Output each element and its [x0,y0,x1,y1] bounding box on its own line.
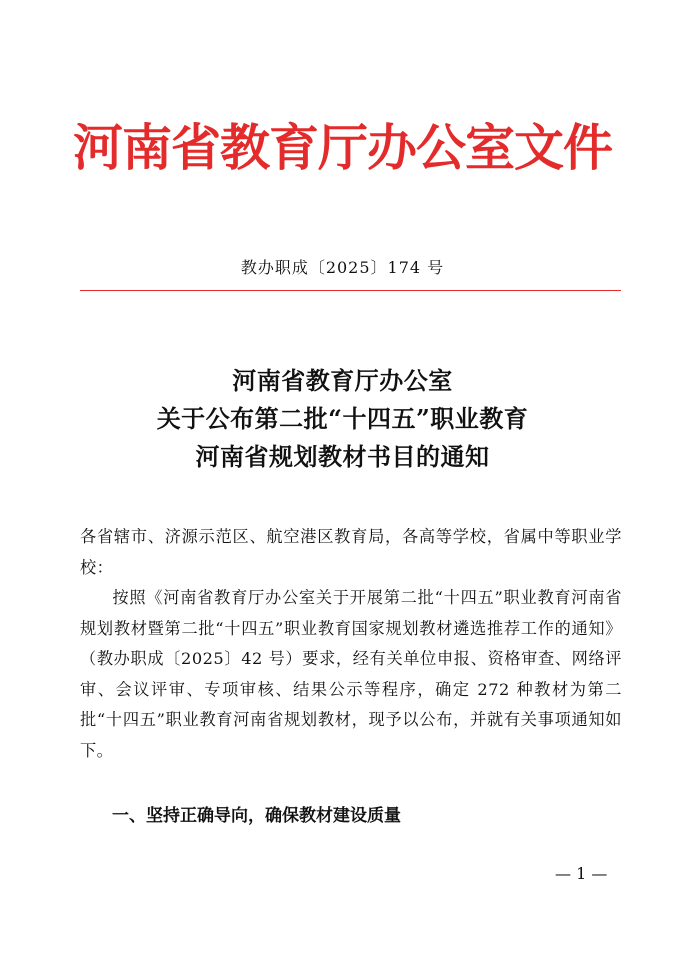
title-line-1: 河南省教育厅办公室 [232,366,453,395]
notice-title [60,362,625,476]
page-number: — 1 — [555,864,608,883]
section-heading-1: 一、坚持正确导向，确保教材建设质量 [112,806,401,826]
document-number: 教办职成〔2025〕174 号 [240,258,445,277]
title-line-3: 河南省规划教材书目的通知 [195,442,490,471]
red-divider-line [80,290,621,291]
title-line-2: 关于公布第二批“十四五”职业教育 [156,404,529,433]
body-paragraph-1: 按照《河南省教育厅办公室关于开展第二批“十四五”职业教育河南省规划教材暨第二批“十四五”职业教育国家规划教材遴选推荐工作的通知》（教办职成〔2025〕42 号）要求，经有关单位申报、资格审查、网络评审、会议评审、专项审核、结果公示等程序，确定 272 种教材为第二批“十四五”职业教育河南省规划教材，现予以公布，并就有关事项通知如下。 [80,588,622,760]
document-header-title [0,112,685,184]
salutation: 各省辖市、济源示范区、航空港区教育局，各高等学校，省属中等职业学校： [80,527,622,577]
header-title-text: 河南省教育厅办公室文件 [73,118,612,177]
